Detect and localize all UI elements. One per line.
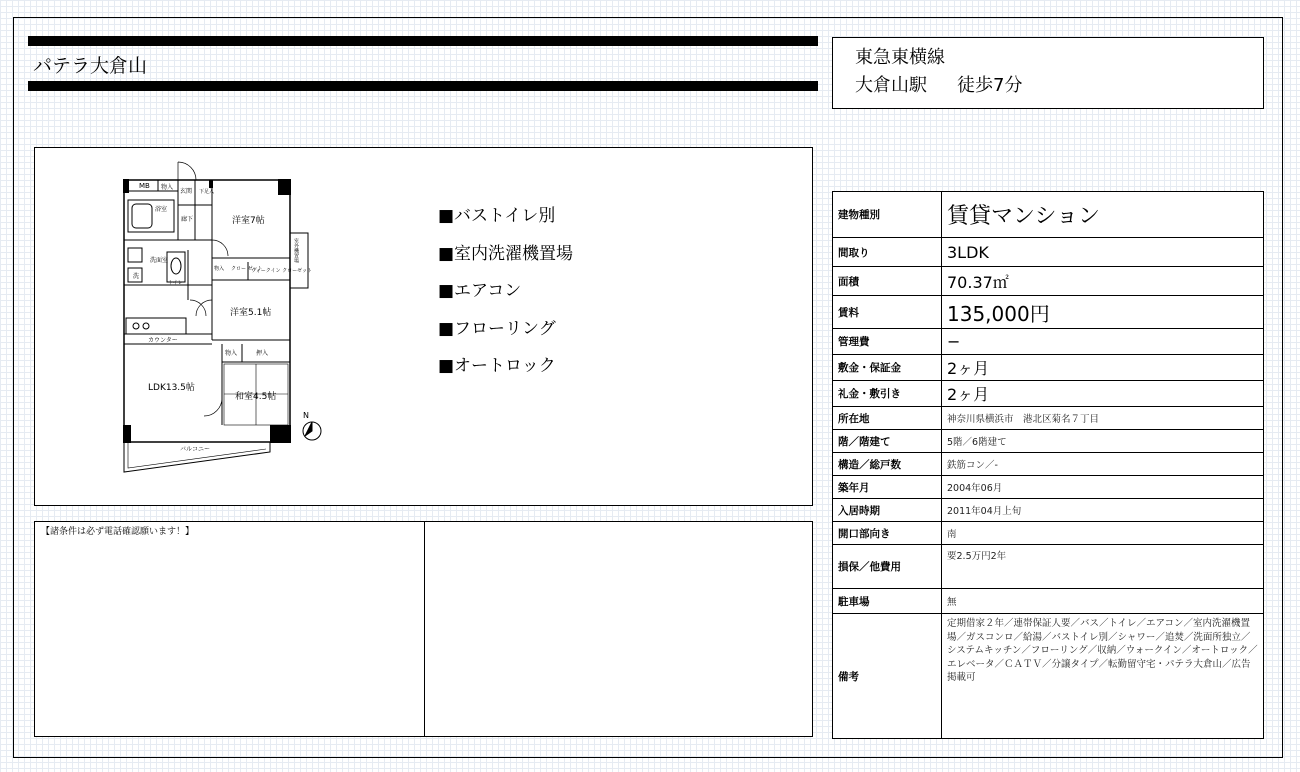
feature-item: ■オートロック (438, 356, 556, 376)
spec-row (833, 192, 1264, 238)
spec-key: 敷金・保証金 (833, 355, 942, 381)
spec-value-facing: 南 (942, 522, 1264, 545)
spec-key: 築年月 (833, 476, 942, 499)
plan-label-storage2: 物入 (214, 266, 225, 272)
spec-key: 礼金・敷引き (833, 381, 942, 407)
feature-list (438, 198, 573, 386)
spec-row (833, 430, 1264, 453)
spec-key: 入居時期 (833, 499, 942, 522)
plan-label-room1: 洋室7帖 (232, 216, 265, 226)
spec-value-area: 70.37㎡ (942, 267, 1264, 296)
spec-key: 面積 (833, 267, 942, 296)
plan-label-outdoor: 室外機置場 (293, 238, 299, 263)
spec-value-address: 神奈川県横浜市 港北区菊名７丁目 (942, 407, 1264, 430)
spec-row (833, 545, 1264, 589)
train-line: 東急東横線 (855, 47, 945, 68)
spec-key: 建物種別 (833, 192, 942, 238)
property-title: パテラ大倉山 (33, 55, 148, 77)
spec-row (833, 238, 1264, 267)
spec-key: 所在地 (833, 407, 942, 430)
spec-key: 階／階建て (833, 430, 942, 453)
plan-label-ldk: LDK13.5帖 (148, 383, 195, 393)
plan-label-laundry: 洗 (133, 273, 140, 280)
spec-value-insurance: 要2.5万円2年 (942, 545, 1264, 589)
plan-label-shoe: 下足入 (199, 189, 215, 195)
spec-row (833, 476, 1264, 499)
plan-label-storage3: 物入 (225, 350, 238, 357)
spec-value-layout: 3LDK (942, 238, 1264, 267)
spec-key: 開口部向き (833, 522, 942, 545)
spec-value-move-in: 2011年04月上旬 (942, 499, 1264, 522)
spec-value-key-money: 2ヶ月 (942, 381, 1264, 407)
spec-row (833, 614, 1264, 739)
spec-value-deposit: 2ヶ月 (942, 355, 1264, 381)
spec-row (833, 453, 1264, 476)
spec-value-structure: 鉄筋コン／- (942, 453, 1264, 476)
station-name: 大倉山駅 (855, 75, 927, 96)
spec-value-floor: 5階／6階建て (942, 430, 1264, 453)
spec-row (833, 329, 1264, 355)
plan-label-counter: カウンター (148, 337, 178, 344)
spec-row (833, 381, 1264, 407)
plan-label-mb: MB (139, 182, 150, 190)
feature-item: ■エアコン (438, 281, 522, 301)
spec-value-management: − (942, 329, 1264, 355)
plan-label-walkin: ウォークイン クローゼット (251, 268, 312, 274)
plan-label-hall: 廊下 (181, 216, 194, 223)
feature-item: ■フローリング (438, 318, 556, 339)
spec-key: 構造／総戸数 (833, 453, 942, 476)
notes-caption: 【諸条件は必ず電話確認願います！】 (41, 527, 195, 537)
spec-value-rent: 135,000円 (942, 296, 1264, 329)
spec-key: 管理費 (833, 329, 942, 355)
plan-label-closet: クロー ゼット (231, 266, 263, 272)
spec-key: 駐車場 (833, 589, 942, 614)
spec-key: 損保／他費用 (833, 545, 942, 589)
plan-label-bath: 浴室 (155, 206, 168, 213)
spec-value-type: 賃貸マンション (942, 192, 1264, 238)
spec-key: 備考 (833, 614, 942, 739)
spec-row (833, 267, 1264, 296)
spec-key: 間取り (833, 238, 942, 267)
plan-label-room2: 洋室5.1帖 (230, 308, 272, 318)
spec-value-remarks: 定期借家２年／連帯保証人要／バス／トイレ／エアコン／室内洗濯機置場／ガスコンロ／給湯／バストイレ別／シャワー／追焚／洗面所独立／システムキッチン／フローリング／収納／ウォークイン／オートロック／エレベータ／ＣＡＴＶ／分譲タイプ／転勤留守宅・パテラ大倉山／広告掲載可 (942, 614, 1264, 739)
spec-row (833, 499, 1264, 522)
plan-label-toilet: トイレ (168, 280, 183, 286)
spec-row (833, 589, 1264, 614)
plan-label-washitsu: 和室4.5帖 (235, 392, 277, 402)
notes-divider (424, 521, 425, 737)
plan-label-entrance: 玄関 (180, 188, 193, 195)
spec-row (833, 296, 1264, 329)
walk-time: 徒歩7分 (957, 75, 1023, 96)
spec-row (833, 407, 1264, 430)
plan-label-oshiire: 押入 (256, 350, 269, 357)
feature-item: ■室内洗濯機置場 (438, 243, 574, 264)
spec-value-built: 2004年06月 (942, 476, 1264, 499)
plan-label-north: N (303, 411, 309, 420)
plan-label-wash: 洗面室 (150, 257, 169, 264)
spec-value-parking: 無 (942, 589, 1264, 614)
spec-table (832, 191, 1264, 739)
feature-item: ■バストイレ別 (438, 206, 556, 226)
plan-label-storage1: 物入 (161, 184, 174, 191)
spec-key: 賃料 (833, 296, 942, 329)
spec-row (833, 522, 1264, 545)
plan-label-balcony: バルコニー (180, 446, 211, 453)
spec-row (833, 355, 1264, 381)
